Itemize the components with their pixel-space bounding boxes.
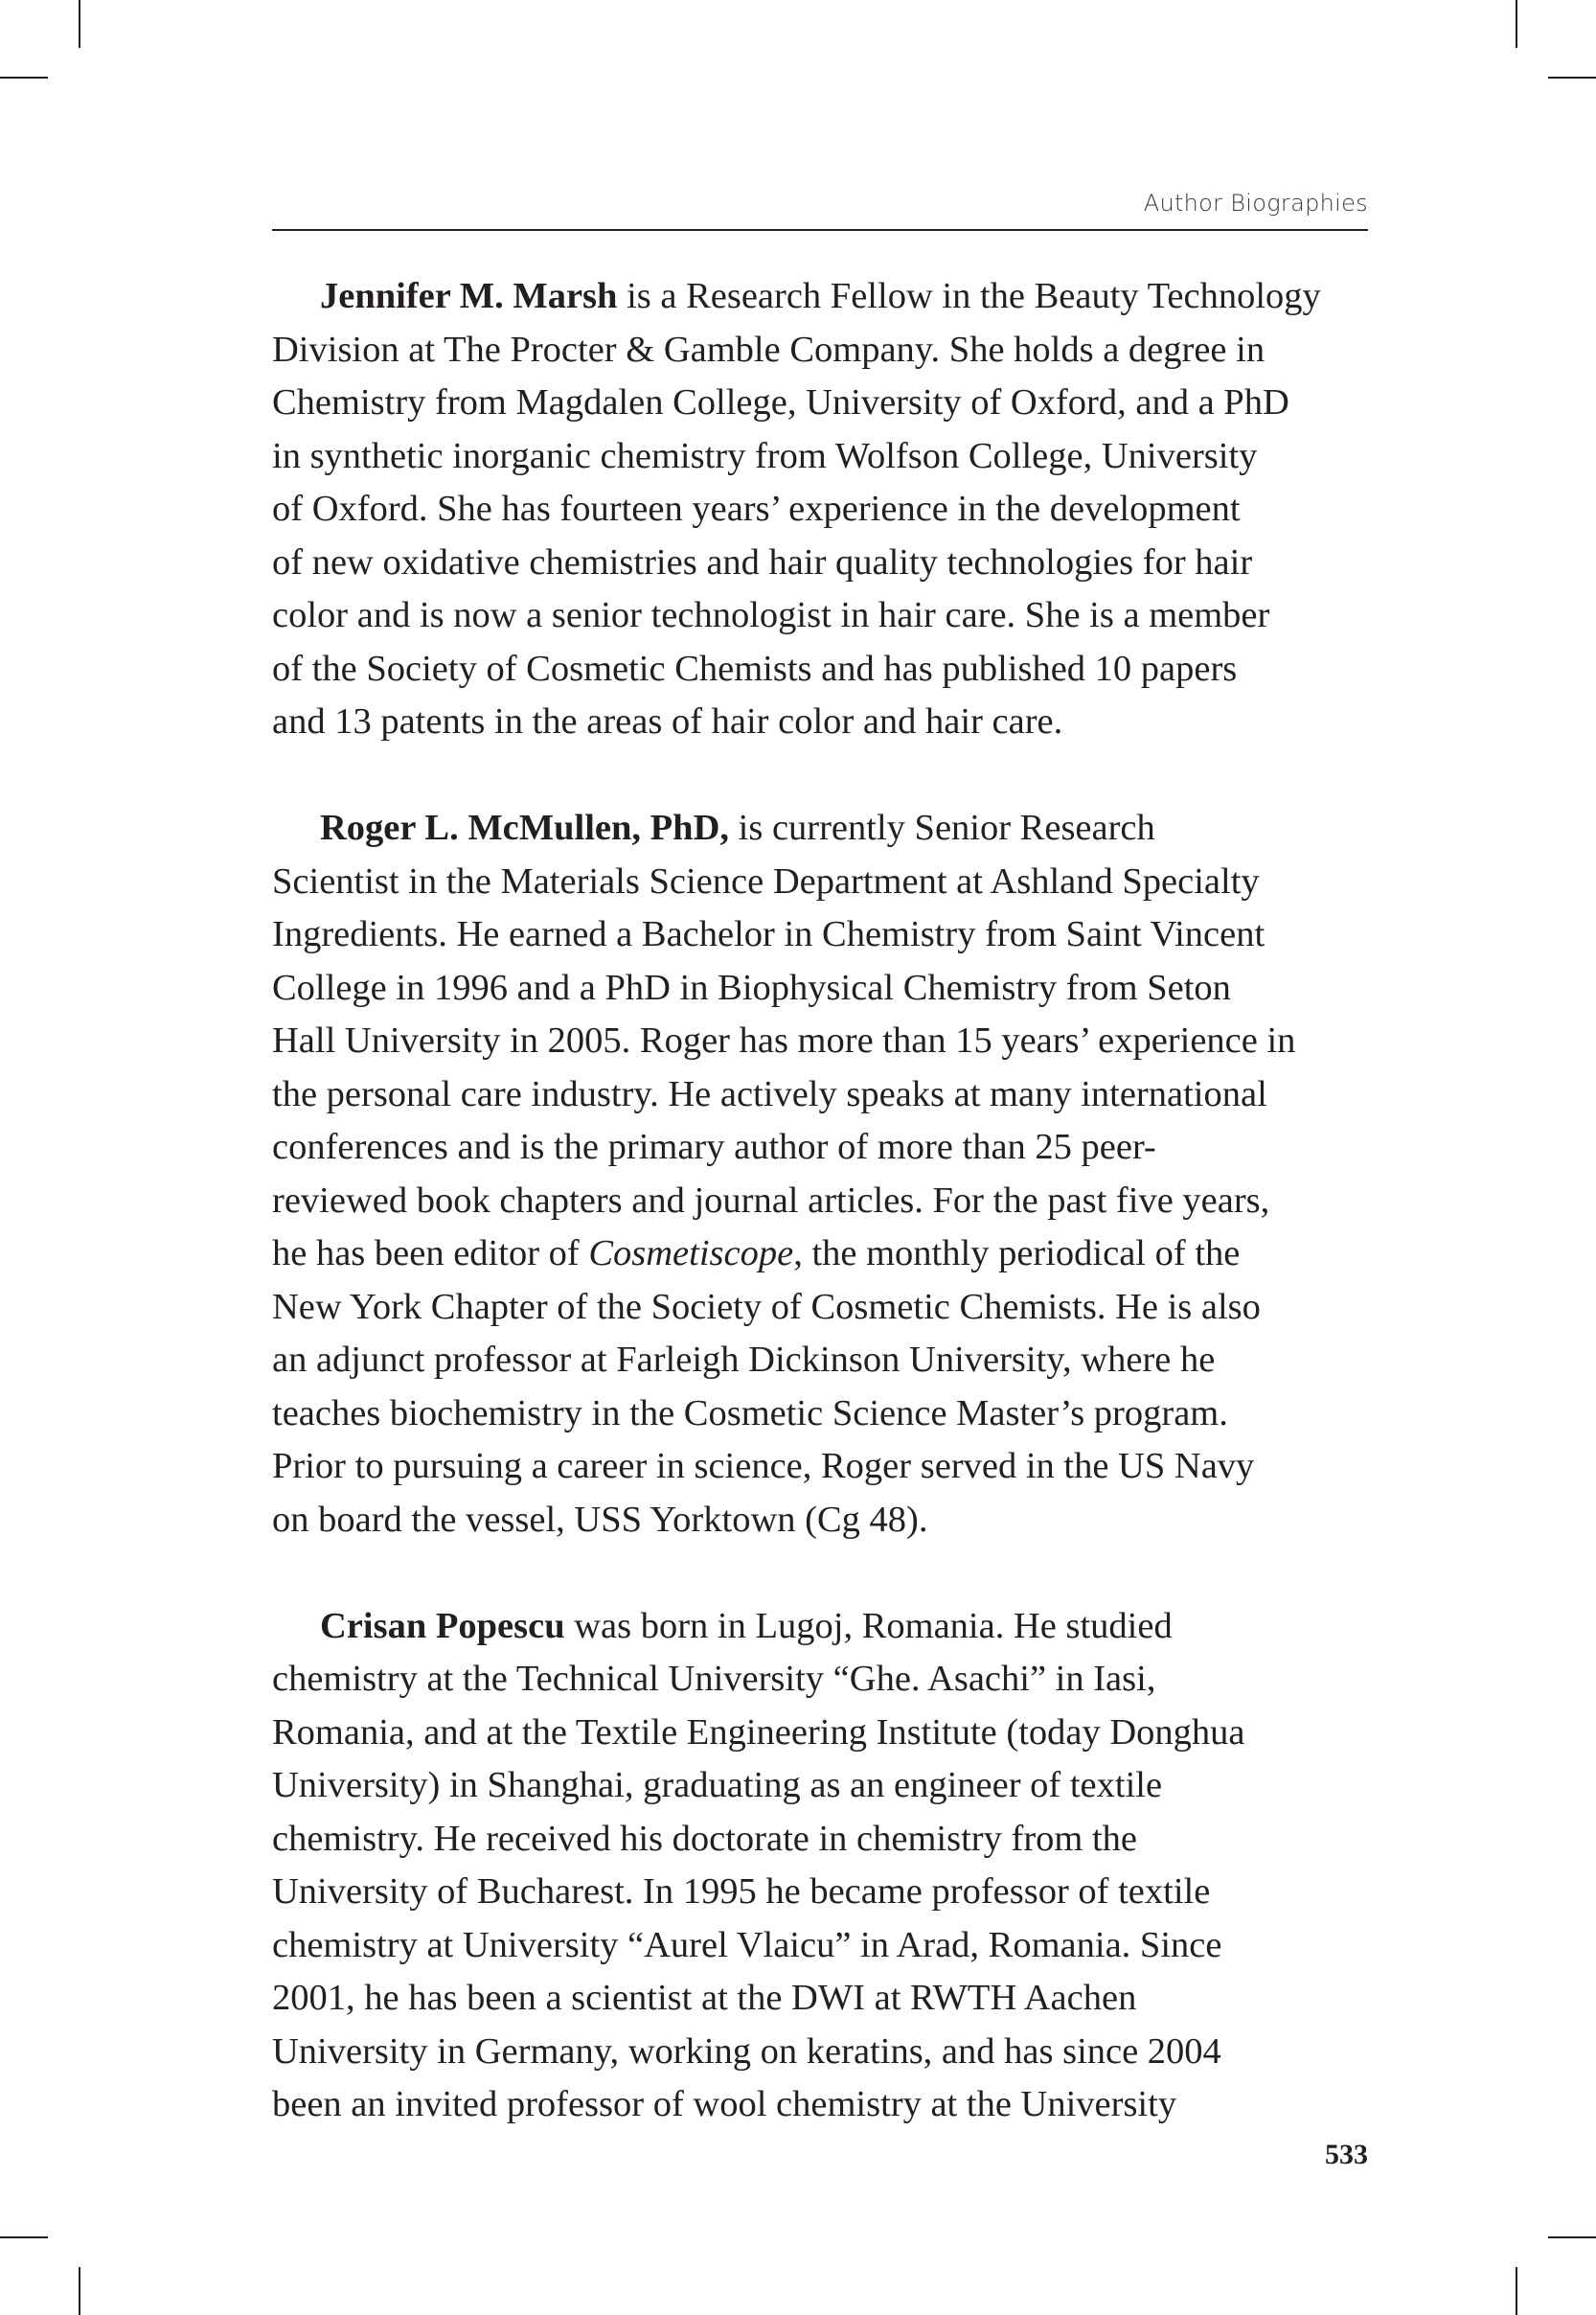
bio-line: color and is now a senior technologist in hair care. She is a member bbox=[272, 595, 1270, 635]
bio-line: College in 1996 and a PhD in Biophysical Chemistry from Seton bbox=[272, 967, 1231, 1008]
bio-line: chemistry at University “Aurel Vlaicu” in Arad, Romania. Since bbox=[272, 1924, 1222, 1965]
bio-line: Romania, and at the Textile Engineering Institute (today Donghua bbox=[272, 1711, 1245, 1753]
bio-line: on board the vessel, USS Yorktown (Cg 48). bbox=[272, 1499, 928, 1540]
bio-line: University of Bucharest. In 1995 he became professor of textile bbox=[272, 1871, 1211, 1912]
bio-line: an adjunct professor at Farleigh Dickinson University, where he bbox=[272, 1340, 1216, 1380]
bio-line: Ingredients. He earned a Bachelor in Chemistry from Saint Vincent bbox=[272, 914, 1265, 954]
bio-line: Division at The Procter & Gamble Company. She holds a degree in bbox=[272, 329, 1265, 370]
header-rule bbox=[272, 229, 1368, 231]
bio-line: Crisan Popescu was born in Lugoj, Romania. He studied bbox=[320, 1605, 1173, 1646]
bio-line: University) in Shanghai, graduating as an engineer of textile bbox=[272, 1765, 1163, 1805]
bio-line: chemistry. He received his doctorate in chemistry from the bbox=[272, 1818, 1138, 1859]
crop-mark-top-left-vertical bbox=[79, 0, 80, 48]
crop-mark-top-right-horizontal bbox=[1548, 77, 1596, 79]
bio-line: Hall University in 2005. Roger has more than 15 years’ experience in bbox=[272, 1020, 1296, 1061]
bio-line: Roger L. McMullen, PhD, is currently Senior Research bbox=[320, 808, 1155, 848]
bio-line: been an invited professor of wool chemistry at the University bbox=[272, 2084, 1177, 2124]
bio-line: of new oxidative chemistries and hair quality technologies for hair bbox=[272, 541, 1253, 583]
bio-line: chemistry at the Technical University “Ghe. Asachi” in Iasi, bbox=[272, 1659, 1156, 1699]
bio-jennifer-marsh bbox=[272, 270, 1368, 749]
bio-line: University in Germany, working on keratins, and has since 2004 bbox=[272, 2030, 1221, 2072]
crop-mark-bottom-right-vertical bbox=[1516, 2267, 1517, 2315]
bio-line: he has been editor of Cosmetiscope, the monthly periodical of the bbox=[272, 1233, 1241, 1273]
author-name: Jennifer M. Marsh bbox=[320, 276, 618, 316]
author-name: Roger L. McMullen, PhD, bbox=[320, 808, 730, 848]
bio-line: Jennifer M. Marsh is a Research Fellow in the Beauty Technology bbox=[320, 276, 1321, 316]
crop-mark-top-right-vertical bbox=[1516, 0, 1517, 48]
periodical-title: Cosmetiscope bbox=[588, 1233, 794, 1273]
bio-line: 2001, he has been a scientist at the DWI at RWTH Aachen bbox=[272, 1978, 1137, 2018]
bio-roger-mcmullen bbox=[272, 802, 1368, 1547]
bio-line: Prior to pursuing a career in science, Roger served in the US Navy bbox=[272, 1446, 1255, 1486]
bio-crisan-popescu bbox=[272, 1600, 1368, 2132]
bio-line: of the Society of Cosmetic Chemists and has published 10 papers bbox=[272, 648, 1238, 689]
bio-line: Scientist in the Materials Science Department at Ashland Specialty bbox=[272, 860, 1260, 902]
page-number: 533 bbox=[1325, 2139, 1368, 2170]
running-head: Author Biographies bbox=[1143, 190, 1368, 217]
crop-mark-bottom-right-horizontal bbox=[1548, 2236, 1596, 2238]
bio-line: teaches biochemistry in the Cosmetic Science Master’s program. bbox=[272, 1392, 1228, 1433]
biographies-body bbox=[272, 270, 1368, 2185]
bio-line: the personal care industry. He actively speaks at many international bbox=[272, 1073, 1267, 1114]
bio-line: Chemistry from Magdalen College, University of Oxford, and a PhD bbox=[272, 382, 1289, 423]
bio-line: in synthetic inorganic chemistry from Wolfson College, University bbox=[272, 435, 1258, 476]
crop-mark-bottom-left-horizontal bbox=[0, 2236, 48, 2238]
crop-mark-top-left-horizontal bbox=[0, 77, 48, 79]
bio-line: conferences and is the primary author of more than 25 peer- bbox=[272, 1127, 1156, 1167]
bio-line: and 13 patents in the areas of hair color and hair care. bbox=[272, 701, 1063, 742]
bio-line: of Oxford. She has fourteen years’ experience in the development bbox=[272, 489, 1241, 529]
bio-line: New York Chapter of the Society of Cosmetic Chemists. He is also bbox=[272, 1286, 1261, 1327]
bio-line: reviewed book chapters and journal articles. For the past five years, bbox=[272, 1180, 1270, 1221]
crop-mark-bottom-left-vertical bbox=[79, 2267, 80, 2315]
author-name: Crisan Popescu bbox=[320, 1605, 565, 1646]
